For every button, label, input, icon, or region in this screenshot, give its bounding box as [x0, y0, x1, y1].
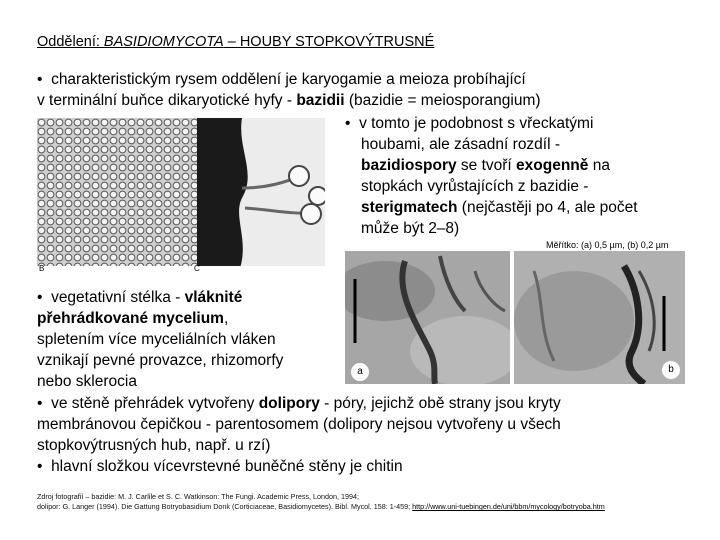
- title-suffix: – HOUBY STOPKOVÝTRUSNÉ: [223, 34, 435, 50]
- p2-bold-sterigmatech: sterigmatech: [361, 199, 458, 216]
- p2-bold-exogenne: exogenně: [516, 157, 589, 174]
- source-note: [37, 492, 605, 512]
- basidia-photo-image: [37, 118, 325, 276]
- dolipore-photo-a: [345, 251, 510, 384]
- p2-bold-bazidiospory: bazidiospory: [361, 157, 457, 174]
- p2-line1: v tomto je podobnost s vřeckatými: [359, 115, 594, 132]
- bullet: •: [37, 458, 43, 475]
- photo-label-b: B: [39, 264, 45, 273]
- p3-line2-post: ,: [223, 310, 229, 327]
- dolipore-photo-a-image: [345, 251, 510, 384]
- p2-line3-mid: se tvoří: [456, 157, 517, 174]
- p2-line2: houbami, ale zásadní rozdíl -: [361, 136, 561, 153]
- p1-line2-post: (bazidie = meiosporangium): [344, 92, 541, 109]
- paragraph-karyogamie: [37, 69, 541, 111]
- p5-line1: hlavní složkou vícevrstevné buněčné stěny je chitin: [51, 458, 403, 475]
- paragraph-bazidiospory: [345, 113, 638, 239]
- title-prefix: Oddělení:: [37, 34, 104, 50]
- p2-line5-post: (nejčastěji po 4, ale počet: [457, 199, 638, 216]
- bullet: •: [37, 289, 43, 306]
- p4-line2: membránovou čepičkou - parentosomem (dolipory nejsou vytvořeny u všech: [37, 416, 561, 433]
- page-title: [37, 34, 434, 50]
- paragraph-chitin: [37, 456, 403, 477]
- p3-line5: nebo sklerocia: [37, 373, 137, 390]
- photo-label-a: a: [351, 363, 369, 381]
- p4-line1-post: - póry, jejichž obě strany jsou kryty: [319, 395, 561, 412]
- p4-line1-pre: ve stěně přehrádek vytvořeny: [51, 395, 259, 412]
- p1-line1: charakteristickým rysem oddělení je karyogamie a meioza probíhající: [51, 71, 526, 88]
- p2-line4: stopkách vyrůstajících z bazidie -: [361, 178, 589, 195]
- dolipore-photo-b: [514, 251, 685, 384]
- p4-bold-dolipory: dolipory: [258, 395, 320, 412]
- p3-bold-vlaknite: vláknité: [184, 289, 243, 306]
- photo-label-c: C: [194, 264, 200, 273]
- p1-line2-bold: bazidii: [296, 92, 345, 109]
- p3-line1-pre: vegetativní stélka -: [51, 289, 185, 306]
- scale-caption: Měřítko: (a) 0,5 µm, (b) 0,2 µm: [546, 240, 669, 250]
- dolipore-photo-b-image: [514, 251, 685, 384]
- paragraph-mycelium: [37, 287, 283, 392]
- basidia-photo: [37, 118, 325, 276]
- source-line2-pre: dolipor: G. Langer (1994). Die Gattung Botryobasidium Donk (Corticiaceae, Basidiomycetes). Bibl. Mycol. 158: 1-459;: [37, 502, 413, 511]
- p2-line6: může být 2–8): [361, 220, 460, 237]
- bullet: •: [37, 395, 43, 412]
- paragraph-dolipory: [37, 393, 561, 456]
- title-taxon: BASIDIOMYCOTA: [103, 34, 224, 50]
- photo-label-b-right: b: [662, 361, 680, 379]
- source-link[interactable]: http://www.uni-tuebingen.de/uni/bbm/mycology/botryoba.htm: [412, 502, 605, 511]
- source-line1: Zdroj fotografií – bazidie: M. J. Carlile et S. C. Watkinson: The Fungi. Academic Press, London, 1994;: [37, 492, 359, 501]
- bullet: •: [345, 115, 351, 132]
- bullet: •: [37, 71, 43, 88]
- p4-line3: stopkovýtrusných hub, např. u rzí): [37, 437, 271, 454]
- p2-line3-post: na: [588, 157, 610, 174]
- p3-line3: spletením více myceliálních vláken: [37, 331, 276, 348]
- p1-line2-pre: v terminální buňce dikaryotické hyfy -: [37, 92, 297, 109]
- p3-bold-mycelium: přehrádkované mycelium: [37, 310, 224, 327]
- p3-line4: vznikají pevné provazce, rhizomorfy: [37, 352, 284, 369]
